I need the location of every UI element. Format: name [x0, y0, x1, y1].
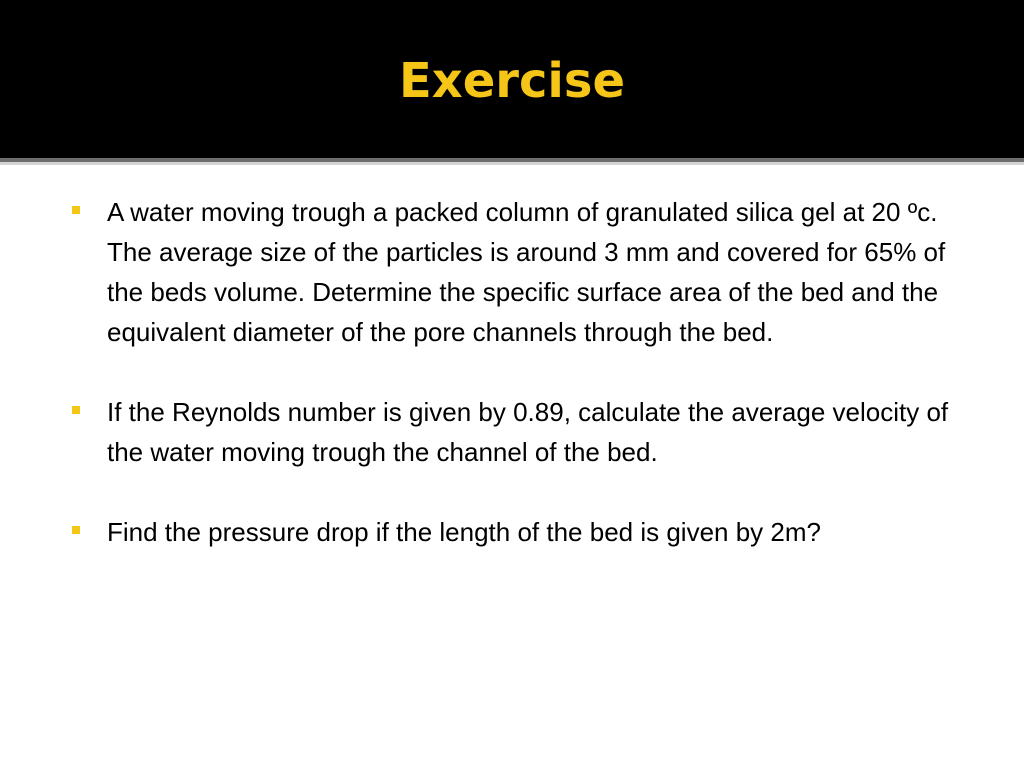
square-bullet-icon: [72, 206, 80, 214]
bullet-item-3: [0, 512, 1024, 552]
title-bar: [0, 0, 1024, 158]
bullet-text-3: Find the pressure drop if the length of the bed is given by 2m?: [107, 517, 821, 547]
title-divider-light: [0, 162, 1024, 165]
bullet-text-1: A water moving trough a packed column of granulated silica gel at 20 ºc. The average size of the particles is around 3 mm and covered for 65% of the beds volume. Determine the specific surface area of the bed and the equivalent diameter of the pore channels through the bed.: [107, 197, 946, 347]
square-bullet-icon: [72, 526, 80, 534]
bullet-list: [0, 192, 1024, 592]
bullet-item-2: [0, 392, 1024, 472]
bullet-text-2: If the Reynolds number is given by 0.89, calculate the average velocity of the water moving trough the channel of the bed.: [107, 397, 949, 467]
slide-title: Exercise: [398, 53, 625, 109]
bullet-item-1: [0, 192, 1024, 352]
square-bullet-icon: [72, 406, 80, 414]
